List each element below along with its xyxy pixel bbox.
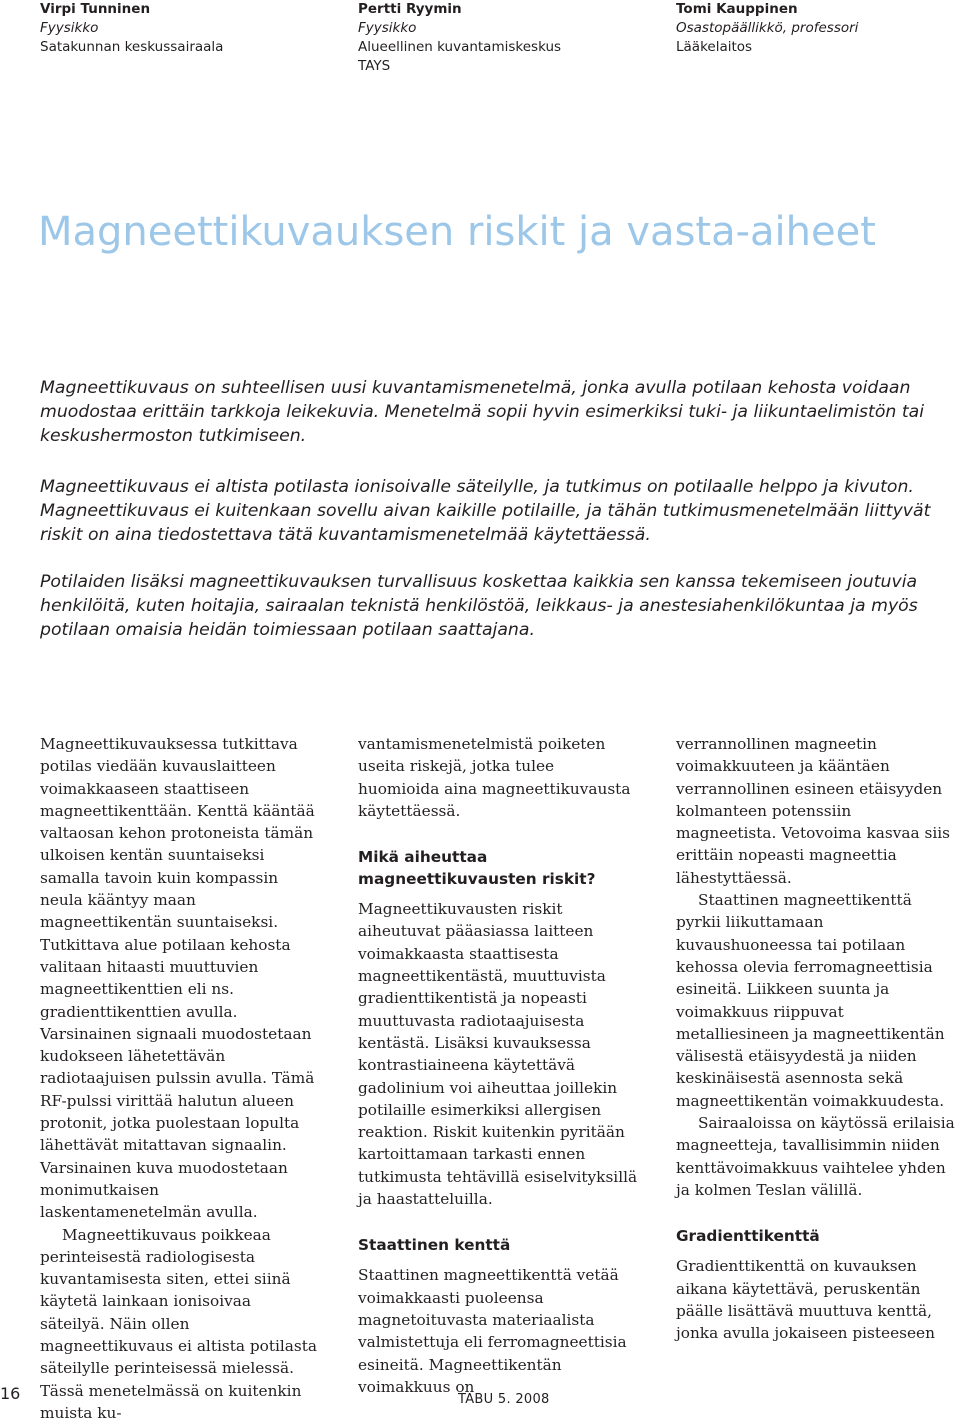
author-3 (676, 0, 956, 57)
body-paragraph: verrannollinen magneetin voimakkuuteen ja kääntäen verrannollinen esineen etäisyyden kolmanteen potenssiin magneetista. Vetovoima kasvaa siis erittäin nopeasti magneettia lähestyttäessä. (676, 735, 951, 887)
page-number: 16 (0, 1384, 21, 1403)
author-affiliation: Alueellinen kuvantamiskeskus (358, 39, 562, 55)
body-paragraph: Staattinen magneettikenttä pyrkii liikuttamaan kuvaushuoneessa tai potilaan kehossa olevia ferromagneettisia esineitä. Liikkeen suunta ja voimakkuus riippuvat metalliesineen ja magneettikentän välisestä etäisyydestä ja niiden keskinäisestä asennosta sekä magneettikentän voimakkuudesta. (676, 891, 945, 1110)
author-affiliation: Lääkelaitos (676, 39, 753, 55)
body-column-1 (40, 733, 320, 1422)
body-paragraph: Magneettikuvaus poikkeaa perinteisestä radiologisesta kuvantamisesta siten, ettei siinä käytetä lainkaan ionisoivaa säteilyä. Näin ollen magneettikuvaus ei altista potilasta säteilylle perinteisessä mielessä. Tässä menetelmässä on kuitenkin muista ku- (40, 1225, 318, 1422)
article-title: Magneettikuvauksen riskit ja vasta-aiheet (38, 209, 876, 255)
journal-footer: TABU 5. 2008 (458, 1392, 550, 1407)
body-paragraph: Sairaaloissa on käytössä erilaisia magneetteja, tavallisimmin niiden kenttävoimakkuus vaihtelee yhden ja kolmen Teslan välillä. (676, 1114, 955, 1199)
section-heading: Staattinen kenttä (358, 1236, 511, 1255)
body-paragraph: Staattinen magneettikenttä vetää voimakkaasti puoleensa magnetoituvasta materiaalista valmistettuja eli ferromagneettisia esineitä. Magneettikentän voimakkuus on (358, 1266, 627, 1396)
author-name: Pertti Ryymin (358, 1, 462, 17)
author-affiliation-2: TAYS (358, 58, 391, 74)
body-paragraph: vantamismenetelmistä poiketen useita riskejä, jotka tulee huomioida aina magneettikuvausta käytettäessä. (358, 735, 631, 820)
author-title: Fyysikko (358, 20, 417, 36)
section-heading: Gradienttikenttä (676, 1227, 820, 1246)
author-title: Osastopäällikkö, professori (676, 20, 859, 36)
body-column-3 (676, 733, 956, 1383)
author-1 (40, 0, 320, 57)
author-affiliation: Satakunnan keskussairaala (40, 39, 224, 55)
lead-paragraph-2: Magneettikuvaus ei altista potilasta ionisoivalle säteilylle, ja tutkimus on potilaalle helppo ja kivuton. Magneettikuvaus ei kuitenkaan sovellu aivan kaikille potilaille, ja tähän tutkimusmenetelmään liittyvät riskit on aina tiedostettava tätä kuvantamismenetelmää käytettäessä. (40, 477, 931, 545)
body-paragraph: Magneettikuvausten riskit aiheutuvat pääasiassa laitteen voimakkaasta staattisesta magneettikentästä, muuttuvista gradienttikentistä ja nopeasti muuttuvasta radiotaajuisesta kentästä. Lisäksi kuvauksessa kontrastiaineena käytettävä gadolinium voi aiheuttaa joillekin potilaille esimerkiksi allergisen reaktion. Riskit kuitenkin pyritään kartoittamaan tarkasti ennen tutkimusta tehtävillä esiselvityksillä ja haastatteluilla. (358, 900, 638, 1209)
author-name: Virpi Tunninen (40, 1, 151, 17)
author-2 (358, 0, 638, 76)
author-name: Tomi Kauppinen (676, 1, 798, 17)
lead-paragraph-1: Magneettikuvaus on suhteellisen uusi kuvantamismenetelmä, jonka avulla potilaan kehosta voidaan muodostaa erittäin tarkkoja leikekuvia. Menetelmä sopii hyvin esimerkiksi tuki- ja liikuntaelimistön tai keskushermoston tutkimiseen. (40, 378, 925, 446)
author-title: Fyysikko (40, 20, 99, 36)
body-paragraph: Magneettikuvauksessa tutkittava potilas viedään kuvauslaitteen voimakkaaseen staattiseen magneettikenttään. Kenttä kääntää valtaosan kehon protoneista tämän ulkoisen kentän suuntaiseksi samalla tavoin kuin kompassin neula kääntyy maan magneettikentän suuntaiseksi. Tutkittava alue potilaan kehosta valitaan hitaasti muuttuvien magneettikenttien eli ns. gradienttikenttien avulla. Varsinainen signaali muodostetaan kudokseen lähetettävän radiotaajuisen pulssin avulla. Tämä RF-pulssi virittää halutun alueen protonit, jotka puolestaan lopulta lähettävät mitattavan signaalin. Varsinainen kuva muodostetaan monimutkaisen laskentamenetelmän avulla. (40, 735, 315, 1222)
body-paragraph: Gradienttikenttä on kuvauksen aikana käytettävä, peruskentän päälle lisättävä muuttuva kenttä, jonka avulla jokaiseen pisteeseen (676, 1257, 935, 1343)
body-column-2 (358, 733, 638, 1396)
section-heading: Mikä aiheuttaa magneettikuvausten riskit? (358, 848, 596, 889)
lead-paragraph-3: Potilaiden lisäksi magneettikuvauksen turvallisuus koskettaa kaikkia sen kanssa tekemiseen joutuvia henkilöitä, kuten hoitajia, sairaalan teknistä henkilöstöä, leikkaus- ja anestesiahenkilökuntaa ja myös potilaan omaisia heidän toimiessaan potilaan saattajana. (40, 572, 918, 640)
